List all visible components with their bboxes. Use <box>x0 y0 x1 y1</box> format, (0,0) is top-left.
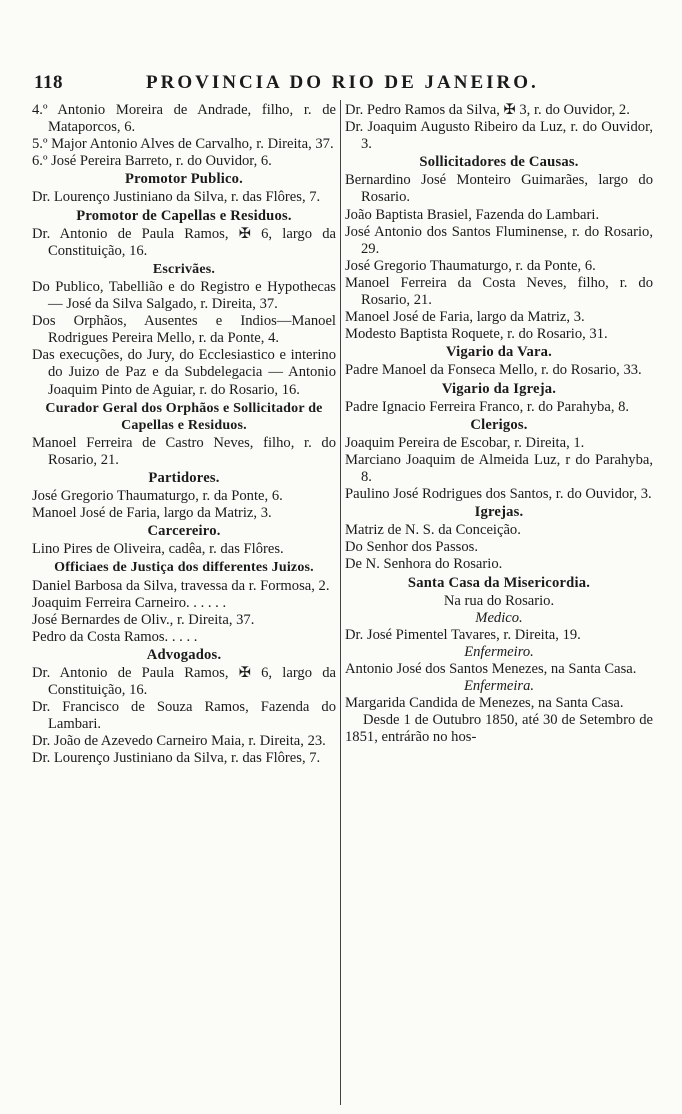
list-item: Do Senhor dos Passos. <box>345 539 478 556</box>
list-item: 4.º Antonio Moreira de Andrade, filho, r. de Mataporcos, 6. <box>32 102 336 136</box>
body-paragraph: Desde 1 de Outubro 1850, até 30 de Setembro de 1851, entrárão no hos- <box>345 712 653 746</box>
running-title: PROVINCIA DO RIO DE JANEIRO. <box>146 72 539 93</box>
list-item: Dr. José Pimentel Tavares, r. Direita, 19. <box>345 626 581 643</box>
list-item: Modesto Baptista Roquete, r. do Rosario, 31. <box>345 326 608 343</box>
list-item: Pedro da Costa Ramos. . . . . <box>32 628 198 645</box>
section-heading: Promotor Publico. <box>125 171 243 188</box>
list-item: Dr. Pedro Ramos da Silva, ✠ 3, r. do Ouvidor, 2. <box>345 102 630 118</box>
section-heading: Promotor de Capellas e Residuos. <box>76 207 292 224</box>
list-item: Antonio José dos Santos Menezes, na Santa Casa. <box>345 661 637 677</box>
section-heading: Curador Geral dos Orphãos e Sollicitador de Capellas e Residuos. <box>45 400 323 433</box>
list-item: Lino Pires de Oliveira, cadêa, r. das Flôres. <box>32 541 284 558</box>
list-item: Matriz de N. S. da Conceição. <box>345 522 521 539</box>
list-item: Dr. Lourenço Justiniano da Silva, r. das Flôres, 7. <box>32 189 321 206</box>
list-item: Padre Manoel da Fonseca Mello, r. do Rosario, 33. <box>345 362 642 379</box>
list-item: José Gregorio Thaumaturgo, r. da Ponte, 6. <box>32 488 283 505</box>
section-heading: Partidores. <box>148 469 220 486</box>
list-item: Padre Ignacio Ferreira Franco, r. do Parahyba, 8. <box>345 398 630 415</box>
subheading: Medico. <box>475 609 523 626</box>
column-divider <box>340 100 341 1105</box>
list-item: José Antonio dos Santos Fluminense, r. do Rosario, 29. <box>345 223 653 257</box>
list-item: Das execuções, do Jury, do Ecclesiastico e interino do Juizo de Paz e da Subdelegacia — Antonio Joaquim Pinto de Aguiar, r. do Rosario, 16. <box>32 347 336 398</box>
list-item: Manoel Ferreira de Castro Neves, filho, r. do Rosario, 21. <box>32 434 336 468</box>
section-heading: Sollicitadores de Causas. <box>419 154 579 171</box>
list-item: Paulino José Rodrigues dos Santos, r. do Ouvidor, 3. <box>345 486 652 503</box>
left-column <box>32 102 336 768</box>
section-heading: Officiaes de Justiça dos differentes Juizos. <box>54 560 314 576</box>
list-item: De N. Senhora do Rosario. <box>345 556 503 573</box>
list-item: Dr. Francisco de Souza Ramos, Fazenda do Lambari. <box>32 699 336 733</box>
section-heading: Carcereiro. <box>147 523 221 540</box>
list-item: Dr. Lourenço Justiniano da Silva, r. das Flôres, 7. <box>32 750 321 767</box>
list-item: Dr. Antonio de Paula Ramos, ✠ 6, largo da Constituição, 16. <box>32 225 336 259</box>
list-item: Marciano Joaquim de Almeida Luz, r do Parahyba, 8. <box>345 451 653 485</box>
section-heading: Igrejas. <box>474 504 524 521</box>
list-item: Dr. João de Azevedo Carneiro Maia, r. Direita, 23. <box>32 733 326 750</box>
list-item: Do Publico, Tabellião e do Registro e Hypothecas— José da Silva Salgado, r. Direita, 37. <box>32 278 336 313</box>
list-item: Manoel José de Faria, largo da Matriz, 3. <box>32 505 272 522</box>
list-item: Manoel José de Faria, largo da Matriz, 3. <box>345 309 585 326</box>
section-heading: Vigario da Igreja. <box>441 380 557 397</box>
list-item: Daniel Barbosa da Silva, travessa da r. Formosa, 2. <box>32 577 330 594</box>
section-heading: Santa Casa da Misericordia. <box>407 574 591 591</box>
list-item: Dos Orphãos, Ausentes e Indios—Manoel Rodrigues Pereira Mello, r. da Ponte, 4. <box>32 313 336 347</box>
right-column <box>345 102 653 746</box>
section-heading: Vigario da Vara. <box>445 344 553 361</box>
list-item: José Bernardes de Oliv., r. Direita, 37. <box>32 611 255 628</box>
list-item: Manoel Ferreira da Costa Neves, filho, r. do Rosario, 21. <box>345 274 653 309</box>
list-item: 6.º José Pereira Barreto, r. do Ouvidor, 6. <box>32 153 272 170</box>
subheading: Enfermeira. <box>463 678 535 695</box>
section-heading: Escrivães. <box>152 261 216 277</box>
list-item: 5.º Major Antonio Alves de Carvalho, r. Direita, 37. <box>32 136 334 153</box>
list-item: Dr. Joaquim Augusto Ribeiro da Luz, r. do Ouvidor, 3. <box>345 119 653 153</box>
list-item: Margarida Candida de Menezes, na Santa Casa. <box>345 695 624 712</box>
page-header <box>30 72 655 98</box>
location-line: Na rua do Rosario. <box>443 592 555 609</box>
page-number: 118 <box>34 72 63 93</box>
list-item: Joaquim Pereira de Escobar, r. Direita, 1. <box>345 434 585 451</box>
section-heading: Advogados. <box>146 646 222 663</box>
list-item: Dr. Antonio de Paula Ramos, ✠ 6, largo da Constituição, 16. <box>32 665 336 699</box>
list-item: Bernardino José Monteiro Guimarães, largo do Rosario. <box>345 172 653 206</box>
list-item: Joaquim Ferreira Carneiro. . . . . . <box>32 594 227 611</box>
section-heading: Clerigos. <box>470 416 528 433</box>
list-item: João Baptista Brasiel, Fazenda do Lambari. <box>345 206 600 223</box>
subheading: Enfermeiro. <box>464 643 534 660</box>
list-item: José Gregorio Thaumaturgo, r. da Ponte, 6. <box>345 257 596 274</box>
